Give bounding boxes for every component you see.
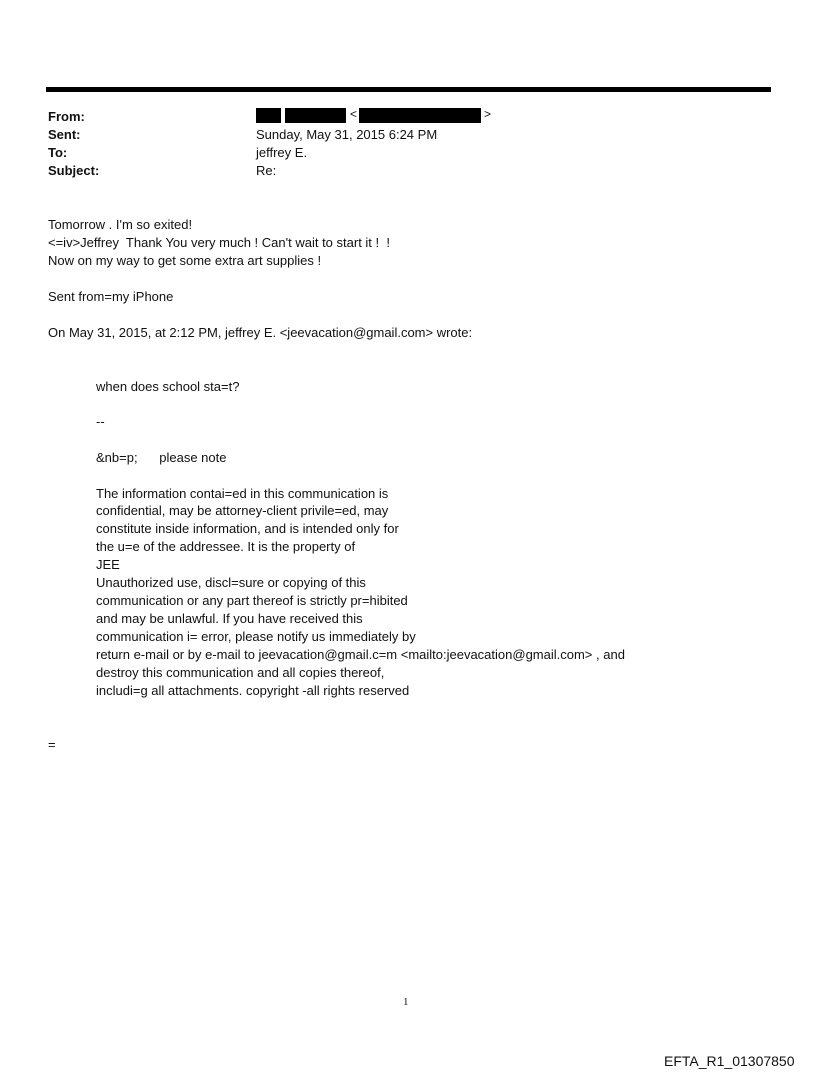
- page-number: 1: [403, 996, 409, 1008]
- disclaimer-line: communication or any part thereof is strictly pr=hibited: [96, 593, 408, 608]
- disclaimer-line: Unauthorized use, discl=sure or copying of this: [96, 575, 366, 590]
- redaction-box: [359, 108, 481, 123]
- from-bracket-close: >: [484, 107, 492, 121]
- trailing-char: =: [48, 737, 56, 752]
- document-id: EFTA_R1_01307850: [664, 1053, 795, 1069]
- signature-line: Sent from=my iPhone: [48, 289, 174, 304]
- redaction-box: [256, 108, 281, 123]
- quoted-question: when does school sta=t?: [96, 379, 240, 394]
- signature-separator: --: [96, 414, 105, 429]
- disclaimer-line: destroy this communication and all copies thereof,: [96, 665, 385, 680]
- reply-line: <=iv>Jeffrey Thank You very much ! Can't wait to start it ! !: [48, 235, 390, 250]
- subject-label: Subject:: [48, 163, 100, 178]
- reply-line: Now on my way to get some extra art supplies !: [48, 253, 322, 268]
- disclaimer-line: the u=e of the addressee. It is the property of: [96, 539, 356, 554]
- disclaimer-line: communication i= error, please notify us immediately by: [96, 629, 416, 644]
- quote-intro: On May 31, 2015, at 2:12 PM, jeffrey E. <jeevacation@gmail.com> wrote:: [48, 325, 473, 340]
- reply-line: Tomorrow . I'm so exited!: [48, 217, 193, 232]
- to-label: To:: [48, 145, 68, 160]
- note-line: &nb=p; please note: [96, 450, 227, 465]
- disclaimer-line: JEE: [96, 557, 120, 572]
- sent-label: Sent:: [48, 127, 81, 142]
- disclaimer-line: and may be unlawful. If you have received this: [96, 611, 363, 626]
- from-label: From:: [48, 109, 85, 124]
- header-rule: [46, 87, 771, 92]
- redaction-box: [285, 108, 346, 123]
- disclaimer-line: return e-mail or by e-mail to jeevacation@gmail.c=m <mailto:jeevacation@gmail.com> , and: [96, 647, 625, 662]
- disclaimer-line: includi=g all attachments. copyright -all rights reserved: [96, 683, 410, 698]
- subject-value: Re:: [256, 163, 277, 178]
- to-value: jeffrey E.: [256, 145, 308, 160]
- disclaimer-line: confidential, may be attorney-client privile=ed, may: [96, 503, 389, 518]
- disclaimer-line: constitute inside information, and is intended only for: [96, 521, 399, 536]
- disclaimer-line: The information contai=ed in this communication is: [96, 486, 389, 501]
- sent-value: Sunday, May 31, 2015 6:24 PM: [256, 127, 438, 142]
- from-bracket-open: <: [350, 107, 358, 121]
